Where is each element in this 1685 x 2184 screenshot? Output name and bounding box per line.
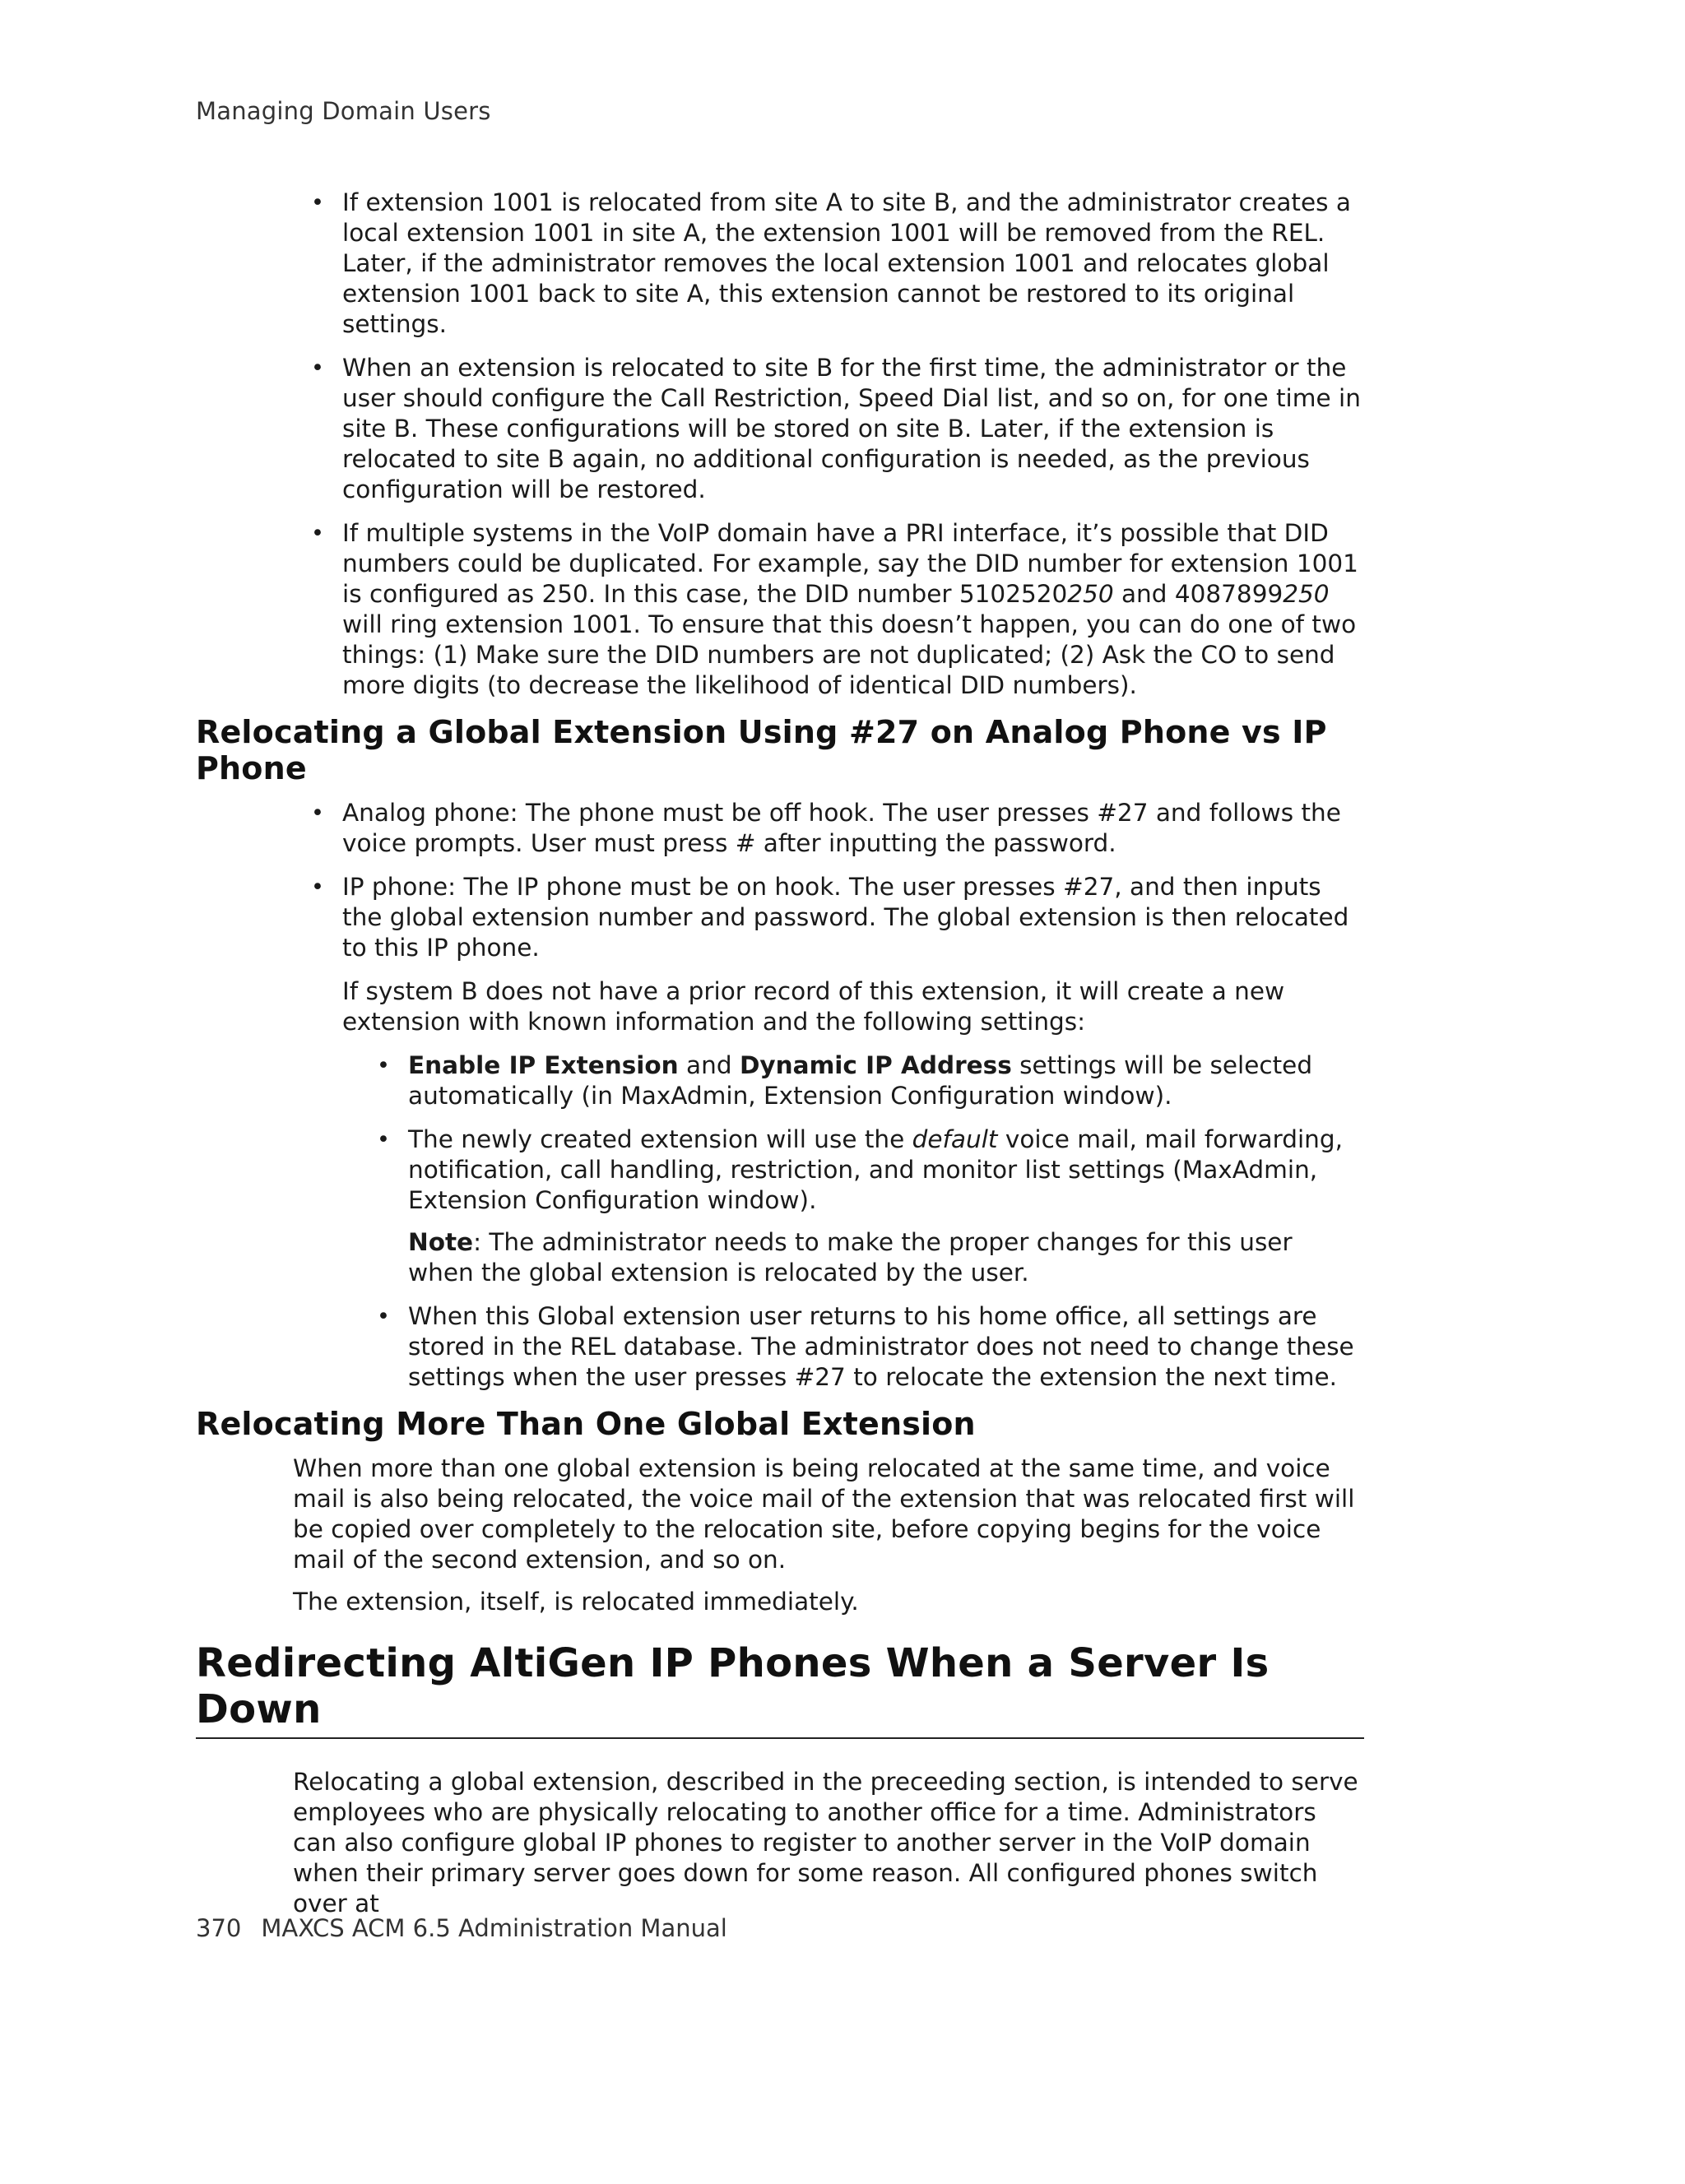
- did-italic-2: 250: [1283, 580, 1330, 608]
- intro-bullet-list: [342, 188, 1362, 701]
- section-heading-27: Relocating a Global Extension Using #27 on Analog Phone vs IP Phone: [196, 714, 1327, 786]
- bullet-item: • If extension 1001 is relocated from site A to site B, and the administrator creates a local extension 1001 in site A, the extension 1001 will be removed from the REL. Later, if the administrator removes the local extension 1001 and relocates global extension 1001 back to site A, this extension cannot be restored to its original settings.: [342, 188, 1362, 340]
- sub-bullet-default-settings: [408, 1124, 1362, 1288]
- section-body-multiple: [293, 1454, 1362, 1617]
- sub-bullet-text: and: [678, 1051, 740, 1079]
- chapter-heading: Redirecting AltiGen IP Phones When a Server Is Down: [196, 1640, 1364, 1739]
- page-content: [196, 188, 1381, 1931]
- settings-bullet-list: [408, 1050, 1362, 1393]
- ip-phone-followup: If system B does not have a prior record of this extension, it will create a new extension with known information and the following settings:: [342, 977, 1285, 1036]
- section-heading-multiple: Relocating More Than One Global Extension: [196, 1406, 976, 1442]
- body-paragraph: The extension, itself, is relocated immediately.: [293, 1588, 859, 1616]
- note-paragraph: [408, 1227, 1362, 1288]
- note-text: : The administrator needs to make the proper changes for this user when the global extension is relocated by the user.: [408, 1228, 1293, 1287]
- running-header: Managing Domain Users: [196, 97, 491, 125]
- bullet-item-did: [342, 518, 1362, 701]
- bold-dynamic-ip-address: Dynamic IP Address: [739, 1051, 1012, 1079]
- running-footer: [196, 1914, 727, 1942]
- bold-enable-ip-extension: Enable IP Extension: [408, 1051, 679, 1079]
- bullet-item-analog: • Analog phone: The phone must be off hook. The user presses #27 and follows the voice prompts. User must press # after inputting the password.: [342, 798, 1362, 859]
- did-text-part1: If multiple systems in the VoIP domain have a PRI interface, it’s possible that DID numbers could be duplicated. For example, say the DID number for extension 1001 is configured as 250. In this case, the DID number 5102520: [342, 519, 1358, 608]
- did-text-part2: and 4087899: [1113, 580, 1283, 608]
- body-paragraph: When more than one global extension is being relocated at the same time, and voice mail is also being relocated, the voice mail of the extension that was relocated first will be copied over completely to the relocation site, before copying begins for the voice mail of the second extension, and so on.: [293, 1454, 1355, 1574]
- bullet-item: • When an extension is relocated to site B for the first time, the administrator or the user should configure the Call Restriction, Speed Dial list, and so on, for one time in site B. These configurations will be stored on site B. Later, if the extension is relocated to site B again, no additional configuration is needed, as the previous configuration will be restored.: [342, 353, 1362, 505]
- body-paragraph: Relocating a global extension, described in the preceeding section, is intended to serve employees who are physically relocating to another office for a time. Administrators can also configure global IP phones to register to another server in the VoIP domain when their primary server goes down for some reason. All configured phones switch over at: [293, 1768, 1358, 1917]
- ip-phone-text: • IP phone: The IP phone must be on hook. The user presses #27, and then inputs the global extension number and password. The global extension is then relocated to this IP phone.: [342, 873, 1349, 962]
- sub-bullet-text: settings will be selected automatically (in MaxAdmin, Extension Configuration window).: [408, 1051, 1313, 1110]
- did-italic-1: 250: [1067, 580, 1114, 608]
- italic-default: default: [912, 1125, 998, 1153]
- sub-bullet-text: voice mail, mail forwarding, notification, call handling, restriction, and monitor list settings (MaxAdmin, Extension Configuration window).: [408, 1125, 1343, 1214]
- did-text-part3: will ring extension 1001. To ensure that this doesn’t happen, you can do one of two things: (1) Make sure the DID numbers are not duplicated; (2) Ask the CO to send more digits (to decrease the likelihood of identical DID numbers).: [342, 610, 1357, 699]
- sub-bullet-text: The newly created extension will use the: [408, 1125, 912, 1153]
- bullet-item-ip-phone: [342, 872, 1362, 1393]
- manual-title: MAXCS ACM 6.5 Administration Manual: [261, 1914, 727, 1942]
- note-label: Note: [408, 1228, 474, 1256]
- page-number: 370: [196, 1914, 242, 1942]
- sub-bullet-home-office: • When this Global extension user returns to his home office, all settings are stored in the REL database. The administrator does not need to change these settings when the user presses #27 to relocate the extension the next time.: [408, 1301, 1362, 1393]
- sub-bullet-enable-ip: [408, 1050, 1362, 1111]
- phone-type-bullet-list: [342, 798, 1362, 1393]
- chapter-body: [293, 1767, 1362, 1919]
